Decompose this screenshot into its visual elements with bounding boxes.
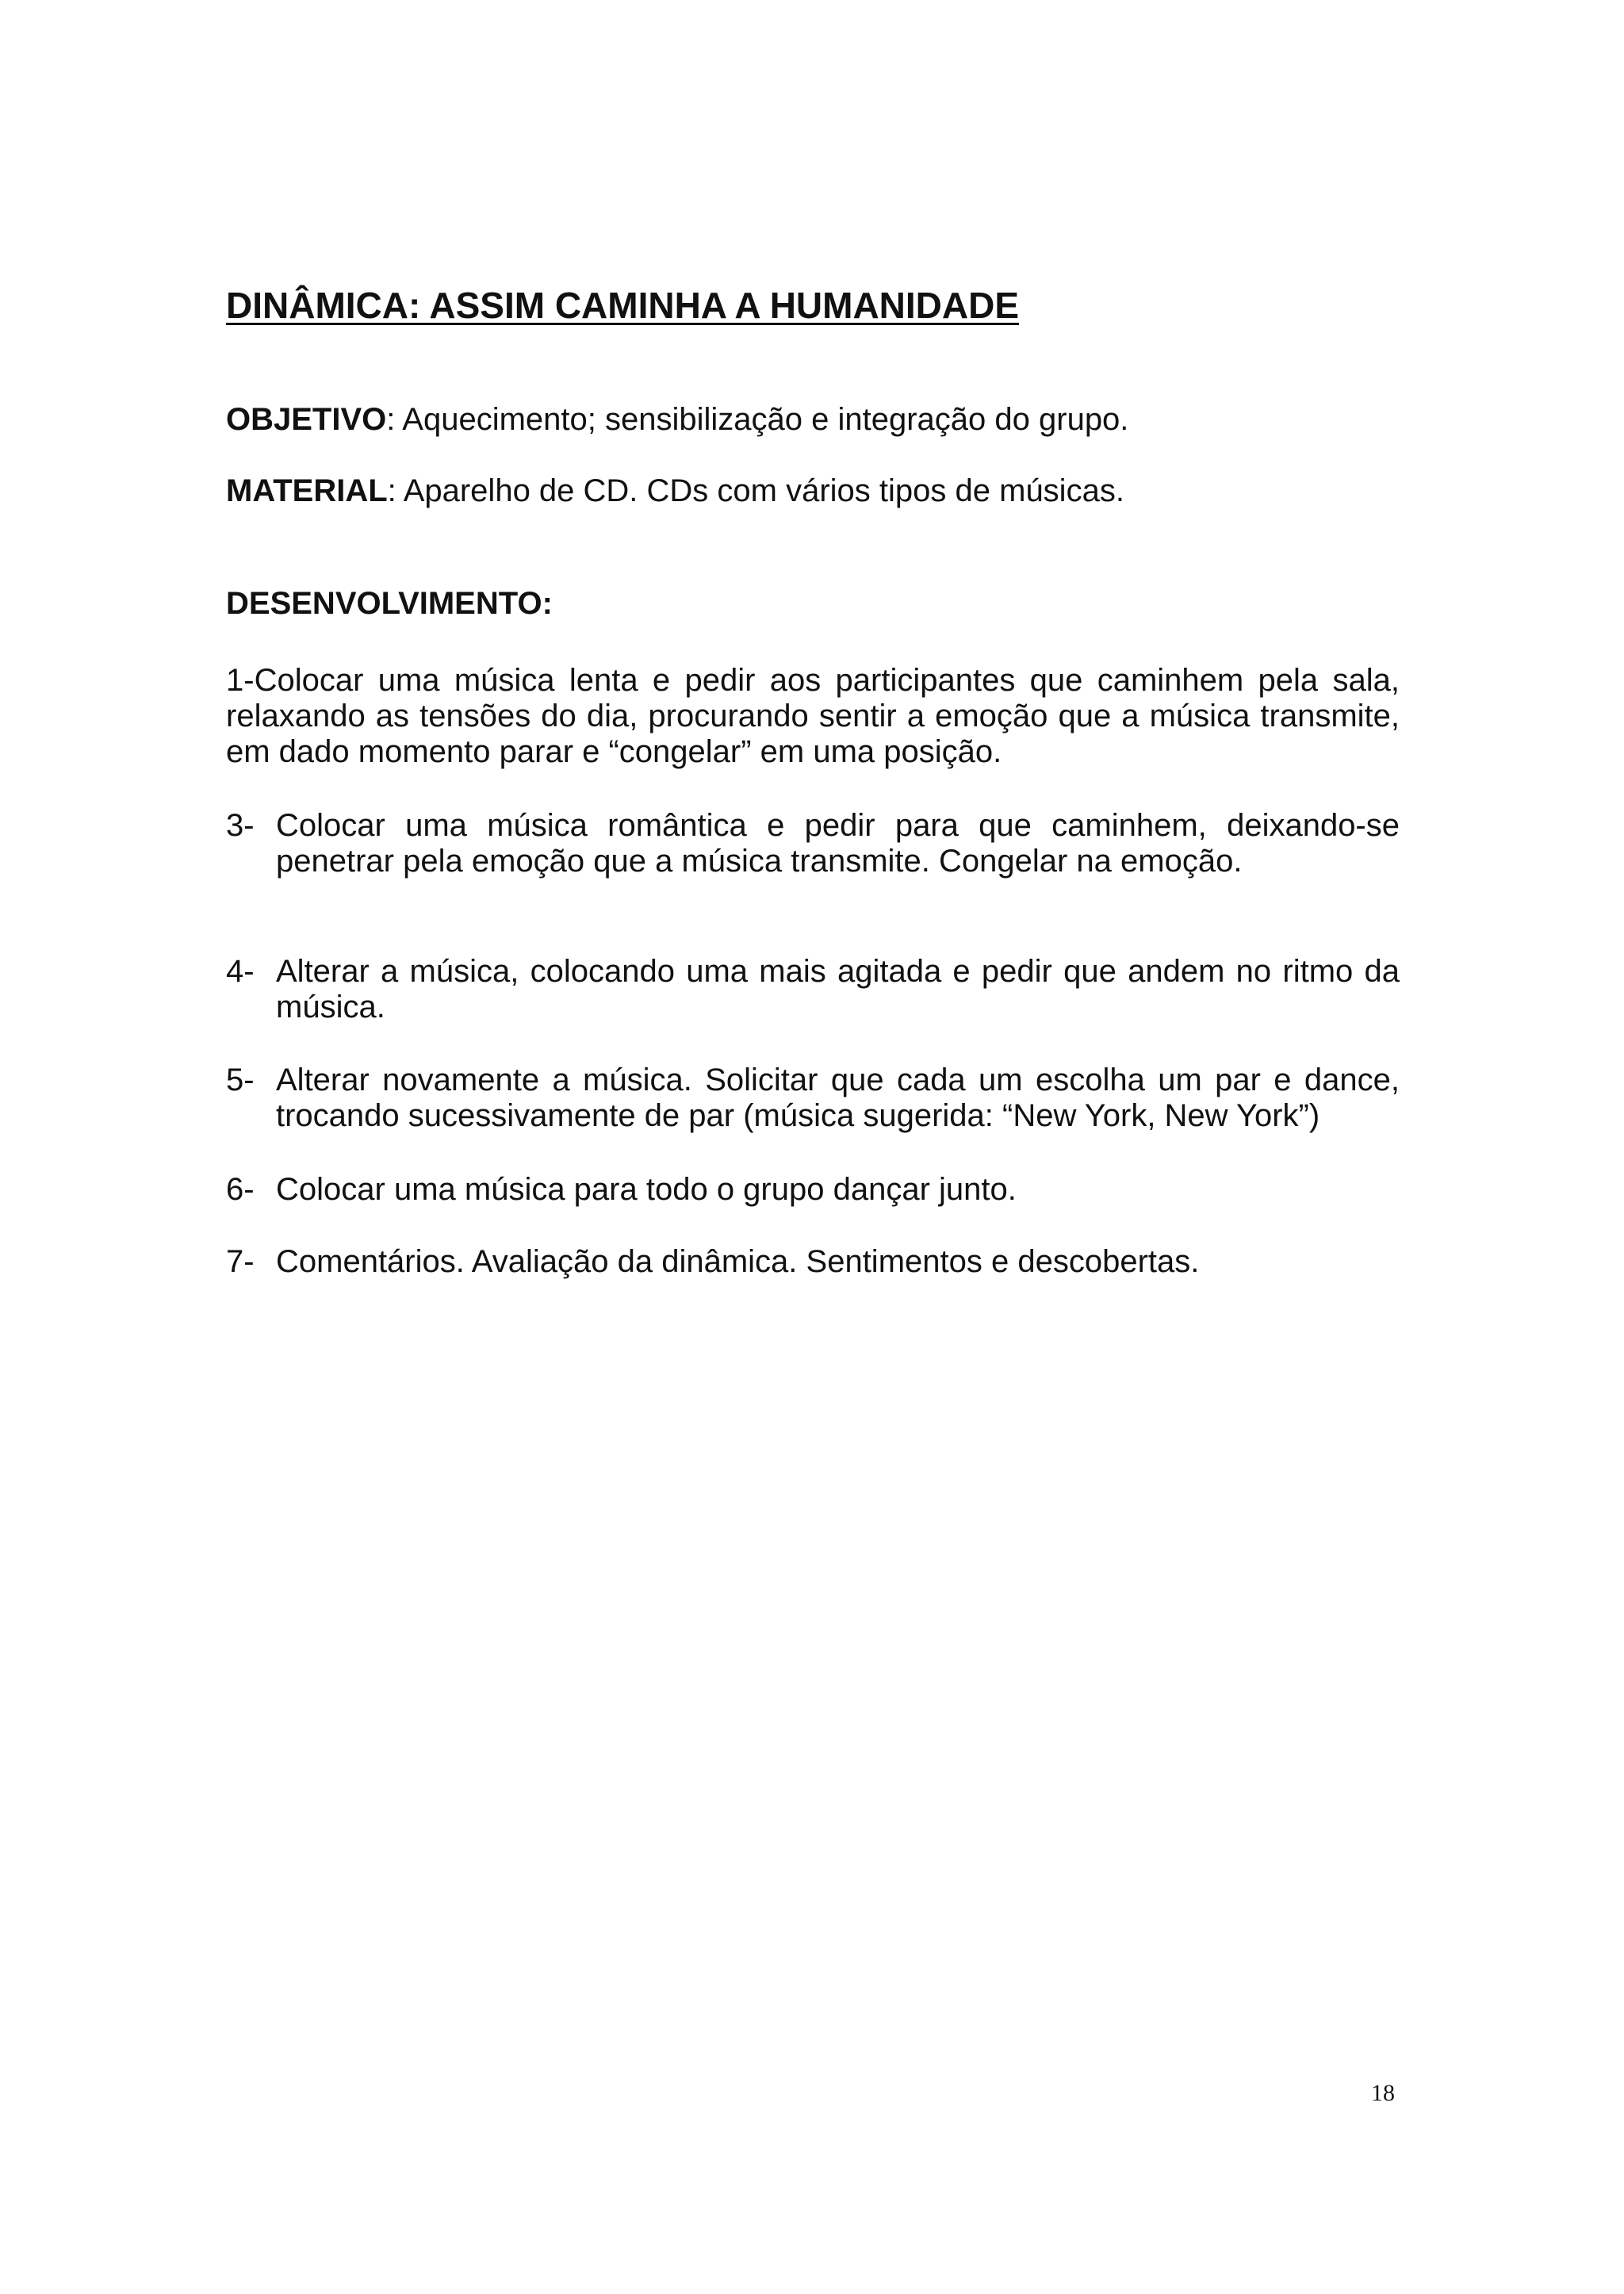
step-1-paragraph: 1-Colocar uma música lenta e pedir aos participantes que caminhem pela sala, relaxando as tensões do dia, procurando sentir a emoção que a música transmite, em dado momento parar e “congelar” em uma posição. (226, 663, 1400, 769)
list-item-number: 6- (226, 1172, 255, 1207)
list-item-text: Comentários. Avaliação da dinâmica. Sentimentos e descobertas. (276, 1244, 1200, 1279)
list-item-number: 3- (226, 808, 255, 843)
list-item-number: 5- (226, 1063, 255, 1097)
list-item (226, 954, 1400, 1025)
list-item (226, 1244, 1400, 1280)
list-item-number: 7- (226, 1244, 255, 1279)
page-title: DINÂMICA: ASSIM CAMINHA A HUMANIDADE (226, 285, 1020, 326)
page-number: 18 (1371, 2080, 1395, 2106)
objetivo-value: : Aquecimento; sensibilização e integração do grupo. (386, 402, 1129, 437)
list-item-text: Colocar uma música para todo o grupo dançar junto. (276, 1172, 1017, 1207)
material-label: MATERIAL (226, 473, 388, 508)
list-item-text: Alterar novamente a música. Solicitar que cada um escolha um par e dance, trocando sucessivamente de par (música sugerida: “New York, New York”) (276, 1063, 1400, 1133)
material-value: : Aparelho de CD. CDs com vários tipos de músicas. (387, 473, 1124, 508)
list-item-text: Colocar uma música romântica e pedir para que caminhem, deixando-se penetrar pela emoção que a música transmite. Congelar na emoção. (276, 808, 1400, 879)
material-field (226, 473, 1124, 509)
list-item (226, 808, 1400, 879)
list-item (226, 1172, 1400, 1208)
objetivo-field (226, 401, 1128, 438)
objetivo-label: OBJETIVO (226, 402, 387, 437)
section-heading-desenvolvimento: DESENVOLVIMENTO: (226, 586, 553, 621)
list-item-number: 4- (226, 954, 255, 989)
list-item (226, 1063, 1400, 1134)
list-item-text: Alterar a música, colocando uma mais agitada e pedir que andem no ritmo da música. (276, 954, 1400, 1024)
